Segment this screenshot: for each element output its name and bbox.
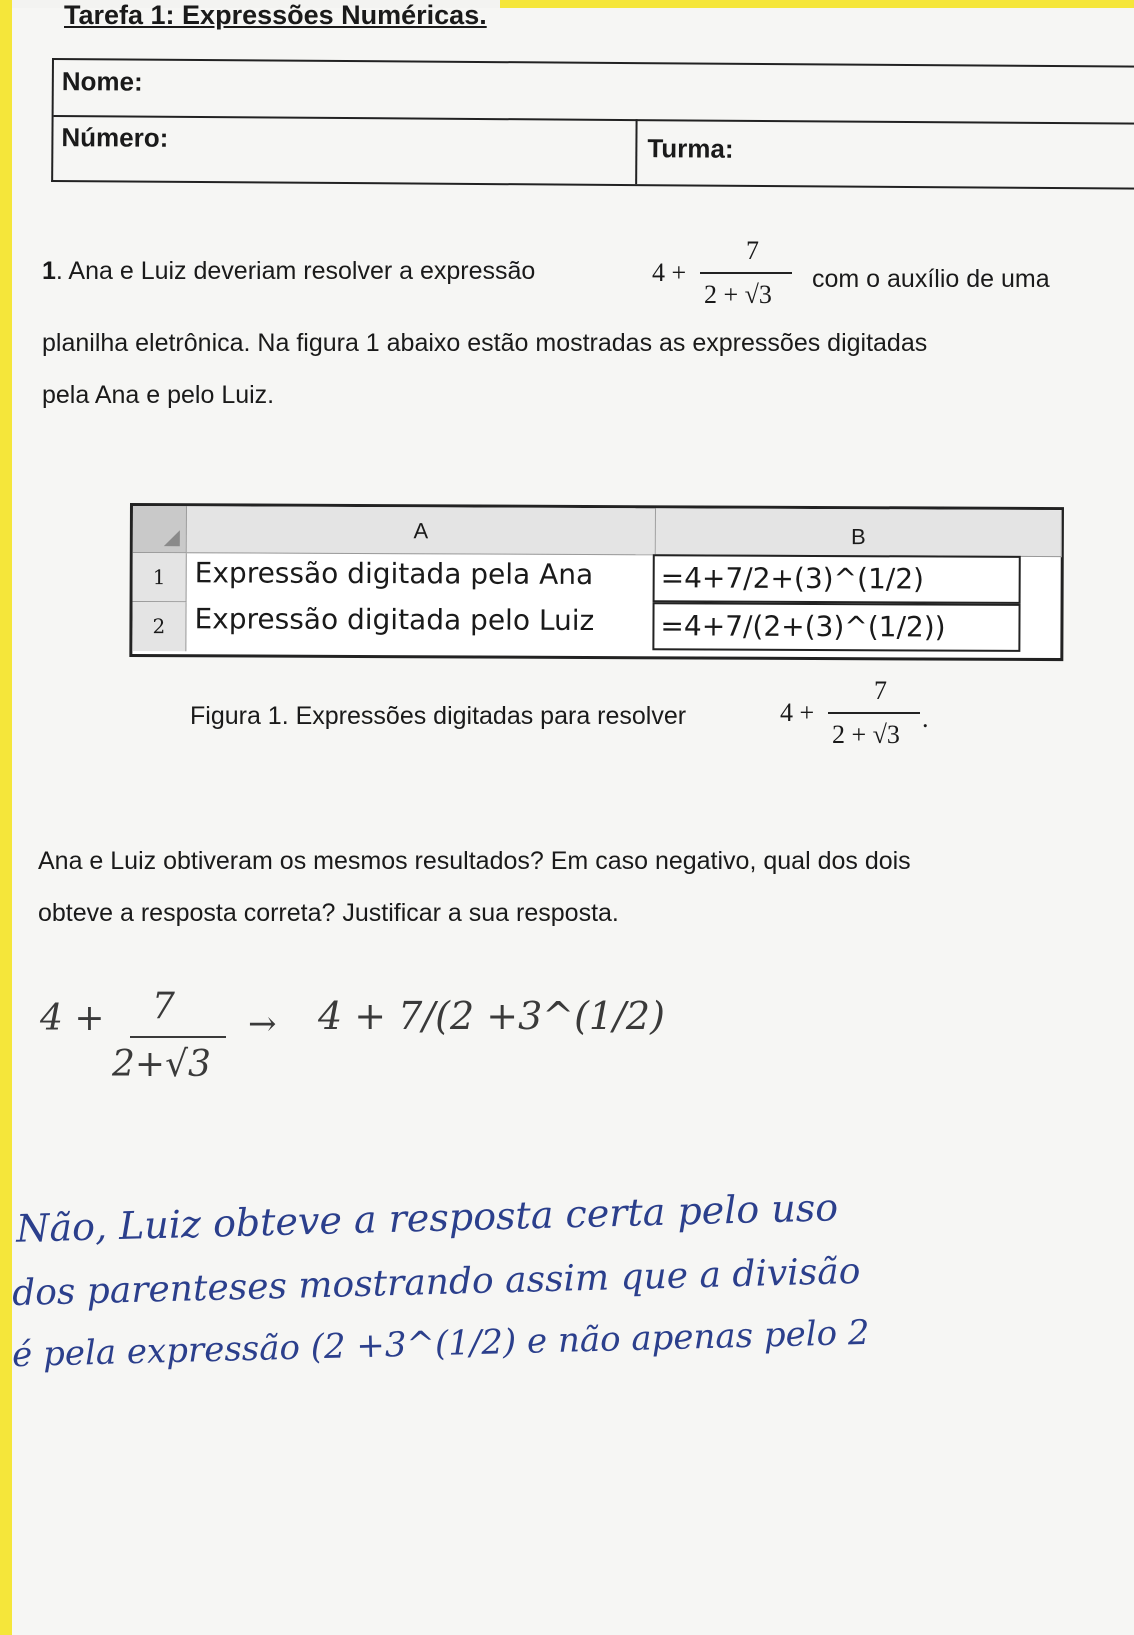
answer-line-3: é pela expressão (2 +3^(1/2) e não apenas pelo 2 [11, 1312, 871, 1376]
select-all-corner [133, 506, 187, 553]
row-header-1: 1 [133, 553, 187, 602]
class-label: Turma: [647, 133, 734, 164]
caption-expression [780, 676, 930, 756]
class-cell [635, 119, 1134, 188]
question-line-2: planilha eletrônica. Na figura 1 abaixo estão mostradas as expressões digitadas [42, 329, 928, 357]
caption-period: . [922, 704, 929, 733]
name-label: Nome: [61, 66, 143, 97]
work-lead: 4 + [40, 998, 105, 1039]
name-row [54, 60, 1134, 125]
answer-line-1: Não, Luiz obteve a resposta certa pelo uso [15, 1185, 839, 1251]
cell-b1: =4+7/2+(3)^(1/2) [653, 554, 1021, 604]
page-edge-left [0, 0, 12, 1635]
question-line-3: pela Ana e pelo Luiz. [42, 381, 275, 409]
column-header-a: A [187, 506, 656, 555]
page-edge-top [500, 0, 1134, 8]
column-header-b: B [656, 508, 1062, 557]
work-numerator: 7 [152, 986, 175, 1027]
worksheet-page [11, 0, 1134, 1635]
figure-caption: Figura 1. Expressões digitadas para resolver [190, 702, 687, 730]
cell-b2: =4+7/(2+(3)^(1/2)) [652, 602, 1020, 652]
student-info-box [51, 58, 1134, 190]
caption-expr-denominator: 2 + √3 [832, 720, 900, 749]
cell-a1: Expressão digitada pela Ana [194, 556, 594, 592]
work-fraction-bar [130, 1036, 226, 1038]
work-denominator: 2+√3 [112, 1044, 211, 1085]
spreadsheet-figure [129, 503, 1064, 661]
fraction-bar [700, 272, 792, 274]
expr-lead: 4 + [652, 258, 687, 287]
work-arrow: → [248, 1004, 277, 1044]
row-header-2: 2 [132, 602, 186, 651]
question-text-after: com o auxílio de uma [812, 265, 1050, 293]
question-number: 1 [42, 257, 56, 285]
cell-a2: Expressão digitada pelo Luiz [194, 602, 595, 638]
prompt-line-1: Ana e Luiz obtiveram os mesmos resultados? Em caso negativo, qual dos dois [38, 847, 911, 875]
work-result: 4 + 7/(2 +3^(1/2) [318, 994, 665, 1038]
question-expression [652, 236, 802, 316]
question-line-1 [42, 256, 535, 286]
question-text-before: . Ana e Luiz deveriam resolver a expressão [55, 257, 536, 285]
page-title: Tarefa 1: Expressões Numéricas. [64, 0, 487, 30]
caption-expr-lead: 4 + [780, 698, 815, 727]
expr-numerator: 7 [746, 236, 759, 265]
caption-expr-numerator: 7 [874, 676, 887, 705]
expr-denominator: 2 + √3 [704, 280, 772, 309]
prompt-line-2: obteve a resposta correta? Justificar a sua resposta. [38, 899, 619, 927]
caption-fraction-bar [828, 712, 920, 714]
number-label: Número: [61, 122, 169, 153]
answer-line-2: dos parenteses mostrando assim que a divisão [11, 1250, 861, 1315]
